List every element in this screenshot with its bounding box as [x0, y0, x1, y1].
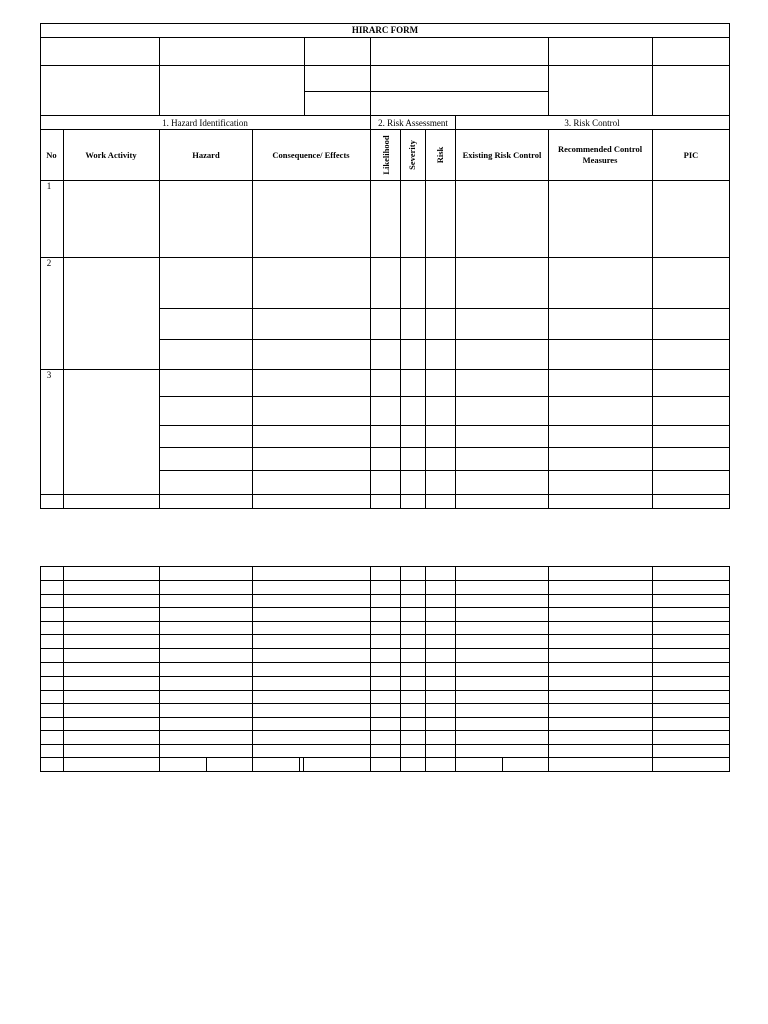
row-number-2: 2: [46, 258, 52, 268]
column-header-hazard: Hazard: [192, 150, 220, 160]
section-risk-assessment: 2. Risk Assessment: [378, 118, 448, 128]
column-header-existing-control: Existing Risk Control: [462, 150, 542, 160]
row-number-1: 1: [46, 181, 52, 191]
column-header-pic: PIC: [683, 150, 699, 160]
column-header-severity: Severity: [407, 140, 417, 170]
top-table-lines: [40, 23, 730, 509]
column-header-recommended-control: Recommended Control: [557, 144, 643, 154]
bottom-table-lines: [40, 566, 730, 772]
column-header-work-activity: Work Activity: [85, 150, 137, 160]
section-risk-control: 3. Risk Control: [564, 118, 620, 128]
column-header-risk: Risk: [435, 146, 445, 164]
row-number-3: 3: [46, 370, 52, 380]
column-header-no: No: [46, 150, 57, 160]
column-header-consequence: Consequence/ Effects: [272, 150, 350, 160]
section-hazard-identification: 1. Hazard Identification: [162, 118, 248, 128]
column-header-recommended-control-measures: Measures: [582, 155, 618, 165]
form-title: HIRARC FORM: [351, 25, 419, 35]
column-header-likelihood: Likelihood: [381, 135, 391, 175]
